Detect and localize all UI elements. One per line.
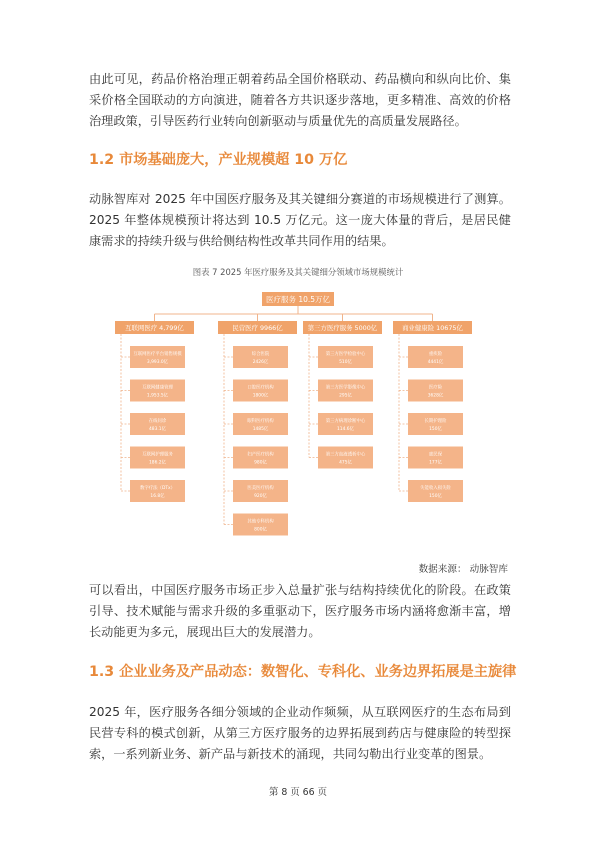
leaf-node-value: 2426亿 [252, 360, 269, 365]
section-1-3-paragraph: 2025 年，医疗服务各细分领域的企业动作频频，从互联网医疗的生态布局到民营专科的模式创新，从第三方医疗服务的边界拓展到药店与健康险的转型探索，一系列新业务、新产品与新技术的涌现，共同勾勒出行业变革的图景。 [89, 705, 511, 761]
column-header-label: 民营医疗 9966亿 [232, 324, 283, 332]
leaf-node-name: 第三方病理诊断中心 [325, 419, 366, 424]
leaf-node-value: 920亿 [254, 494, 267, 499]
leaf-node-name: 数字疗法（DTx） [139, 486, 176, 491]
leaf-node-name: 其他专科机构 [247, 519, 274, 525]
section-1-2-paragraph: 动脉智库对 2025 年中国医疗服务及其关键细分赛道的市场规模进行了测算。2025 年整体规模预计将达到 10.5 万亿元。这一庞大体量的背后，是居民健康需求的持续升级与供给侧结构性改革共同作用的结果。 [89, 192, 511, 248]
leaf-node-name: 第三方医学检验中心 [325, 352, 366, 357]
leaf-node-name: 第三方医学影像中心 [325, 385, 366, 391]
leaf-node-value: 150亿 [429, 494, 442, 499]
leaf-node-name: 互联网健康管理 [142, 385, 173, 391]
leaf-node-name: 医美医疗机构 [247, 486, 274, 491]
leaf-node-value: 3,993.0亿 [146, 360, 169, 365]
leaf-node-value: 150亿 [429, 427, 442, 432]
page-footer: 第 8 页 66 页 [269, 787, 327, 798]
section-heading-1-2: 1.2 市场基础庞大，产业规模超 10 万亿 [89, 152, 348, 168]
leaf-node-name: 重疾险 [428, 352, 443, 357]
leaf-node-value: 1800亿 [252, 393, 269, 399]
leaf-node-value: 800亿 [254, 527, 267, 533]
leaf-node-value: 114.6亿 [337, 427, 354, 432]
leaf-node-value: 4441亿 [427, 360, 444, 365]
leaf-node-value: 980亿 [254, 460, 267, 466]
leaf-node-value: 3628亿 [427, 393, 444, 399]
leaf-node-value: 1485亿 [252, 427, 269, 432]
leaf-node-name: 惠民保 [428, 452, 443, 458]
intro-paragraph: 由此可见，药品价格治理正朝着药品全国价格联动、药品横向和纵向比价、集采价格全国联动的方向演进，随着各方共识逐步落地，更多精准、高效的价格治理政策，引导医药行业转向创新驱动与质量优先的高质量发展路径。 [89, 72, 511, 128]
after-figure-paragraph: 可以看出，中国医疗服务市场正步入总量扩张与结构持续优化的阶段。在政策引导、技术赋能与需求升级的多重驱动下，医疗服务市场内涵将愈渐丰富，增长动能更为多元，展现出巨大的发展潜力。 [89, 583, 511, 639]
leaf-node-value: 295亿 [339, 393, 352, 399]
root-node-label: 医疗服务 10.5万亿 [265, 295, 331, 304]
figure-caption: 图表 7 2025 年医疗服务及其关键细分领域市场规模统计 [192, 267, 404, 277]
leaf-node-value: 510亿 [339, 360, 352, 365]
column-header-label: 第三方医疗服务 5000亿 [307, 324, 378, 332]
leaf-node-value: 186.2亿 [149, 460, 166, 466]
leaf-node-value: 177亿 [429, 460, 442, 466]
section-heading-1-3: 1.3 企业业务及产品动态：数智化、专科化、业务边界拓展是主旋律 [89, 664, 517, 680]
leaf-node-name: 失能收入损失险 [420, 486, 451, 491]
figure-source: 数据来源： 动脉智库 [418, 564, 508, 575]
leaf-node-name: 在线问诊 [148, 419, 167, 424]
leaf-node-name: 长期护理险 [424, 419, 447, 424]
leaf-node-name: 综合医院 [251, 352, 270, 357]
leaf-node-name: 口腔医疗机构 [247, 385, 274, 391]
leaf-node-value: 1,953.5亿 [146, 393, 169, 399]
column-header-label: 商业健康险 10675亿 [402, 324, 463, 332]
leaf-node-value: 475亿 [339, 460, 352, 466]
leaf-node-name: 眼科医疗机构 [247, 419, 274, 424]
leaf-node-name: 第三方血液透析中心 [325, 452, 366, 458]
leaf-node-value: 483.1亿 [149, 427, 166, 432]
leaf-node-name: 医疗险 [428, 385, 443, 391]
leaf-node-name: 互联网护理服务 [142, 452, 173, 458]
leaf-node-name: 妇产医疗机构 [247, 452, 274, 458]
leaf-node-value: 16.8亿 [150, 494, 165, 499]
column-header-label: 互联网医疗 4,799亿 [125, 324, 184, 332]
leaf-node-name: 互联网医疗平台销售规模 [133, 352, 182, 357]
